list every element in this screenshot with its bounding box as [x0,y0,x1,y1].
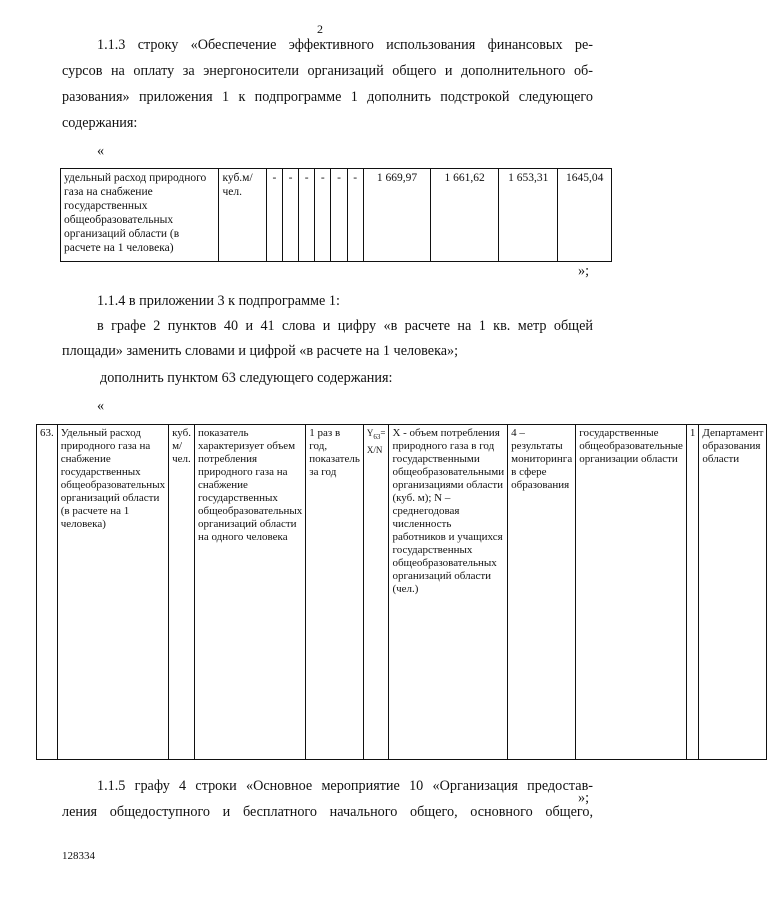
code-cell: 1 [686,425,699,760]
p115-line2: ления общедоступного и бесплатного начального общего, основного общего, [62,804,593,820]
open-quote-2: « [97,398,105,414]
variables-cell: X - объем потребления природного газа в год государственными общеобразовательными организациями области (куб. м); N – среднегодовая численность работников и учащихся государственных общеобразовательных организаций области (чел.) [389,425,508,760]
point-63-table [36,424,767,760]
dash-cell: - [266,169,282,262]
p114-line1: 1.1.4 в приложении 3 к подпрограмме 1: [97,293,340,309]
organizations-cell: государственные общеобразовательные организации области [576,425,687,760]
periodicity-cell: 1 раз в год, показатель за год [306,425,364,760]
indicator-name-cell: Удельный расход природного газа на снабжение государственных общеобразовательных организаций области (в расчете на 1 человека) [57,425,168,760]
p114-line2: в графе 2 пунктов 40 и 41 слова и цифру «в расчете на 1 кв. метр общей [97,318,593,334]
dash-cell: - [315,169,331,262]
unit-cell: куб.м/ чел. [219,169,266,262]
close-quote-1: »; [578,263,590,279]
value-cell: 1645,04 [558,169,612,262]
p113-line2: сурсов на оплату за энергоносители организаций общего и дополнительного об- [62,63,593,79]
p115-line1: 1.1.5 графу 4 строки «Основное мероприятие 10 «Организация предостав- [97,778,593,794]
unit-cell: куб. м/чел. [169,425,195,760]
close-quote-2: »; [578,790,590,806]
dash-cell: - [331,169,347,262]
open-quote: « [97,143,105,159]
p114-line4: дополнить пунктом 63 следующего содержания: [100,370,393,386]
dash-cell: - [299,169,315,262]
p113-line1: 1.1.3 строку «Обеспечение эффективного использования финансовых ре- [97,37,593,53]
page-number: 2 [317,22,323,36]
p113-line4: содержания: [62,115,138,131]
formula-symbol: Y [366,428,374,438]
formula-cell [363,425,389,760]
table-row [61,169,612,262]
p113-line3: разования» приложения 1 к подпрограмме 1 дополнить подстрокой следующего [62,89,593,105]
formula-rest: = X/N [366,428,386,455]
value-cell: 1 661,62 [431,169,499,262]
document-code: 128334 [62,850,95,862]
row-number-cell: 63. [37,425,58,760]
p114-line3: площади» заменить словами и цифрой «в расчете на 1 человека»; [62,343,459,359]
subrow-table [60,168,612,262]
value-cell: 1 669,97 [363,169,431,262]
dash-cell: - [283,169,299,262]
table-row [37,425,767,760]
indicator-name-cell: удельный расход природного газа на снабжение государственных общеобразовательных организаций области (в расчете на 1 человека) [61,169,219,262]
value-cell: 1 653,31 [498,169,558,262]
dash-cell: - [347,169,363,262]
definition-cell: показатель характеризует объем потребления природного газа на снабжение государственных общеобразовательных организаций области на одного человека [194,425,305,760]
formula-subscript: 63 [373,432,381,441]
responsible-cell: Департамент образования области [699,425,767,760]
method-cell: 4 – результаты мониторинга в сфере образования [508,425,576,760]
